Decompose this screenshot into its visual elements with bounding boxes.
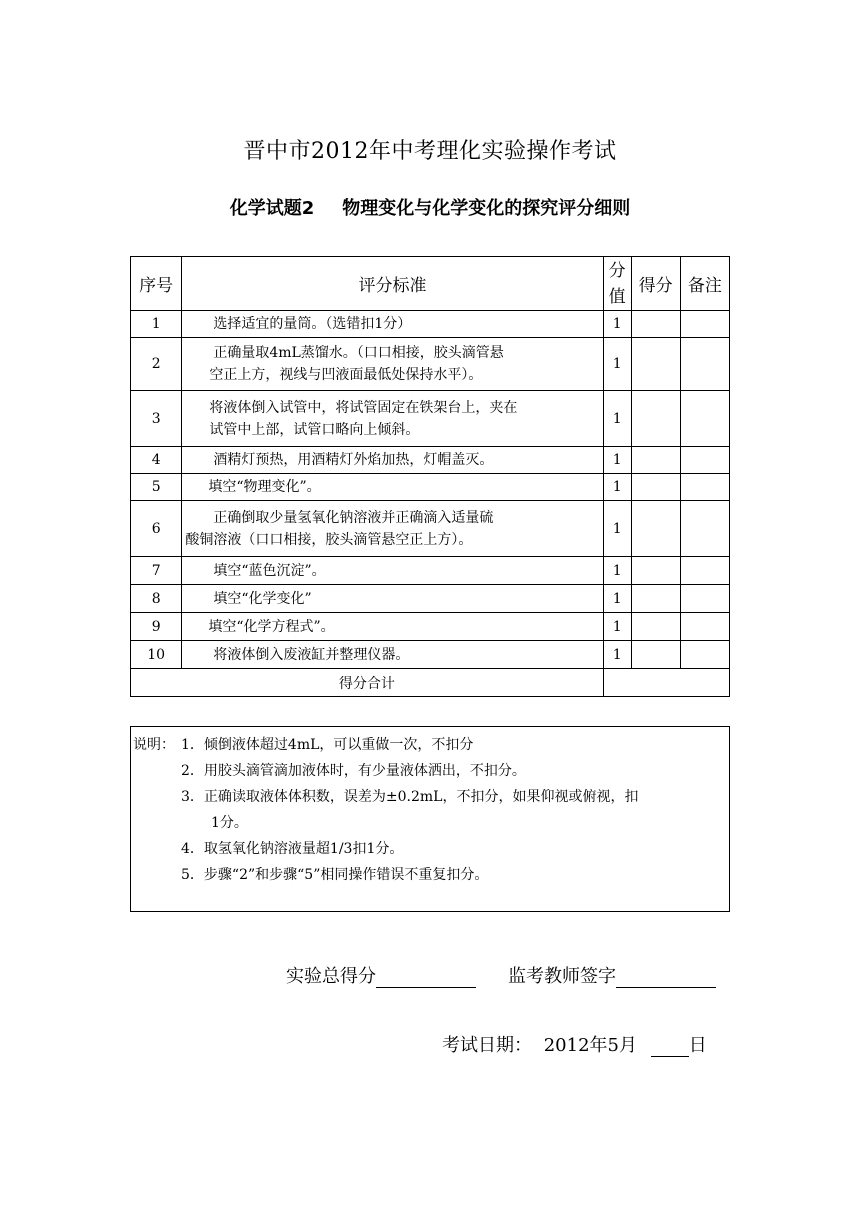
row-number: 10 [131, 641, 182, 669]
row-note-cell[interactable] [680, 447, 729, 474]
row-score-cell[interactable] [631, 585, 680, 613]
notes-box [130, 726, 730, 912]
row-number: 3 [131, 391, 182, 447]
document-title: 晋中市2012年中考理化实验操作考试 [243, 139, 617, 164]
header-no: 序号 [131, 257, 182, 311]
row-criteria: 填空“化学变化” [182, 585, 603, 613]
row-score-cell[interactable] [631, 391, 680, 447]
row-value: 1 [603, 641, 631, 669]
row-note-cell[interactable] [680, 501, 729, 557]
row-number: 9 [131, 613, 182, 641]
total-score-blank[interactable] [376, 967, 476, 988]
table-row [131, 311, 730, 338]
total-score-label: 实验总得分 [286, 966, 376, 987]
row-value: 1 [603, 311, 631, 338]
row-note-cell[interactable] [680, 338, 729, 391]
row-value: 1 [603, 474, 631, 501]
notes-lead: 说明： [133, 737, 175, 753]
table-row [131, 391, 730, 447]
row-criteria: 正确倒取少量氢氧化钠溶液并正确滴入适量硫 酸铜溶液（口口相接，胶头滴管悬空正上方）。 [182, 501, 603, 557]
note-item: 1分。 [211, 815, 248, 831]
row-note-cell[interactable] [680, 585, 729, 613]
total-label: 得分合计 [131, 669, 604, 697]
teacher-label: 监考教师签字 [508, 966, 616, 987]
row-number: 2 [131, 338, 182, 391]
row-note-cell[interactable] [680, 613, 729, 641]
date-label: 考试日期： [442, 1035, 532, 1056]
row-score-cell[interactable] [631, 501, 680, 557]
row-note-cell[interactable] [680, 474, 729, 501]
note-item: 3．正确读取液体体积数，误差为±0.2mL，不扣分，如果仰视或俯视，扣 [181, 789, 639, 805]
row-number: 7 [131, 557, 182, 585]
row-number: 1 [131, 311, 182, 338]
table-row [131, 501, 730, 557]
row-criteria: 填空“物理变化”。 [182, 474, 603, 501]
row-criteria: 将液体倒入试管中，将试管固定在铁架台上，夹在 试管中上部，试管口略向上倾斜。 [182, 391, 603, 447]
row-number: 8 [131, 585, 182, 613]
teacher-blank[interactable] [616, 967, 716, 988]
row-value: 1 [603, 613, 631, 641]
row-value: 1 [603, 391, 631, 447]
table-row [131, 447, 730, 474]
note-item: 1．倾倒液体超过4mL，可以重做一次，不扣分 [181, 737, 474, 753]
exam-date [442, 1031, 707, 1057]
row-criteria: 将液体倒入废液缸并整理仪器。 [182, 641, 603, 669]
table-row [131, 613, 730, 641]
row-criteria: 选择适宜的量筒。（选错扣1分） [182, 311, 603, 338]
row-score-cell[interactable] [631, 641, 680, 669]
note-item: 2．用胶头滴管滴加液体时，有少量液体洒出，不扣分。 [181, 763, 526, 779]
row-value: 1 [603, 338, 631, 391]
teacher-signature [508, 962, 716, 988]
row-score-cell[interactable] [631, 338, 680, 391]
table-header-row [131, 257, 730, 311]
row-note-cell[interactable] [680, 391, 729, 447]
header-note: 备注 [680, 257, 729, 311]
document-subtitle [0, 194, 860, 220]
day-label: 日 [688, 1035, 707, 1056]
day-blank[interactable] [651, 1036, 689, 1057]
row-score-cell[interactable] [631, 557, 680, 585]
row-criteria: 填空“化学方程式”。 [182, 613, 603, 641]
subtitle-exam-number: 化学试题2 [229, 198, 315, 219]
table-row [131, 338, 730, 391]
table-row [131, 641, 730, 669]
total-score-signature [286, 962, 476, 988]
row-criteria: 正确量取4mL蒸馏水。（口口相接，胶头滴管悬 空正上方，视线与凹液面最低处保持水平）。 [182, 338, 603, 391]
row-criteria: 酒精灯预热，用酒精灯外焰加热，灯帽盖灭。 [182, 447, 603, 474]
row-value: 1 [603, 585, 631, 613]
row-score-cell[interactable] [631, 474, 680, 501]
row-note-cell[interactable] [680, 557, 729, 585]
row-value: 1 [603, 447, 631, 474]
date-value: 2012年5月 [543, 1035, 637, 1056]
row-number: 4 [131, 447, 182, 474]
table-row [131, 474, 730, 501]
table-row [131, 557, 730, 585]
row-criteria: 填空“蓝色沉淀”。 [182, 557, 603, 585]
row-value: 1 [603, 501, 631, 557]
subtitle-topic: 物理变化与化学变化的探究评分细则 [342, 198, 631, 219]
row-note-cell[interactable] [680, 641, 729, 669]
header-criteria: 评分标准 [182, 257, 603, 311]
scoring-table [130, 256, 730, 697]
table-row [131, 585, 730, 613]
row-number: 5 [131, 474, 182, 501]
total-score-cell[interactable] [603, 669, 729, 697]
row-value: 1 [603, 557, 631, 585]
header-value: 分 值 [603, 257, 631, 311]
header-score: 得分 [631, 257, 680, 311]
row-note-cell[interactable] [680, 311, 729, 338]
row-score-cell[interactable] [631, 311, 680, 338]
table-total-row [131, 669, 730, 697]
row-score-cell[interactable] [631, 447, 680, 474]
note-item: 5．步骤“2”和步骤“5”相同操作错误不重复扣分。 [181, 867, 489, 883]
row-number: 6 [131, 501, 182, 557]
row-score-cell[interactable] [631, 613, 680, 641]
note-item: 4．取氢氧化钠溶液量超1/3扣1分。 [181, 841, 404, 857]
